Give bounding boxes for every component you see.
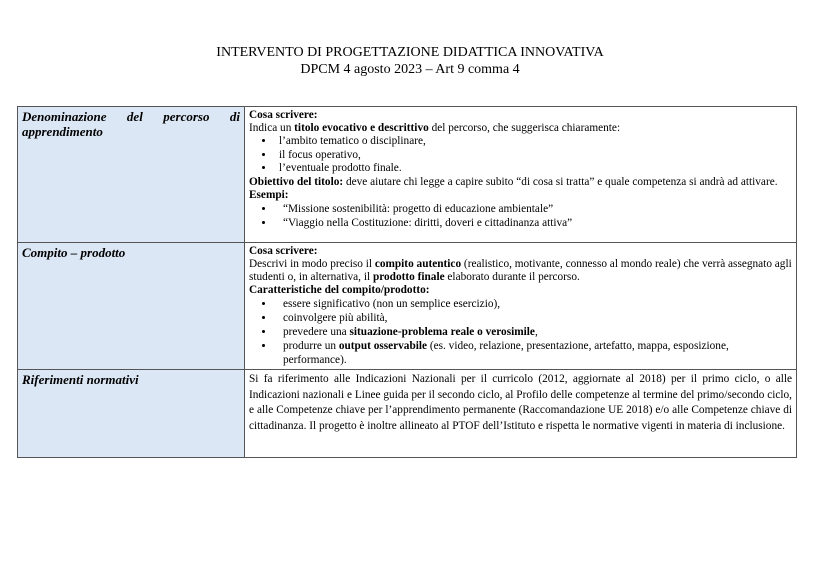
row-label-cell — [18, 107, 245, 243]
list-item — [275, 325, 792, 339]
item-part: , — [534, 326, 538, 338]
document-subtitle: DPCM 4 agosto 2023 – Art 9 comma 4 — [300, 62, 520, 77]
task-description — [249, 258, 792, 284]
caratteristiche-label: Caratteristiche del compito/prodotto: — [249, 284, 430, 296]
item-part: (es. video, relazione, presentazione, artefatto, mappa, esposizione, performance). — [283, 340, 729, 366]
table-row — [18, 243, 797, 370]
examples-list — [249, 202, 792, 230]
item-part: prevedere una — [283, 326, 350, 338]
row-content-cell — [245, 370, 797, 458]
row-content-cell — [245, 243, 797, 370]
intro-text-bold: titolo evocativo e descrittivo — [294, 122, 429, 134]
list-item: • coinvolgere più abilità, — [275, 311, 792, 325]
row-label: Riferimenti normativi — [22, 372, 139, 387]
table-row — [18, 107, 797, 243]
cosa-scrivere-label: Cosa scrivere: — [249, 245, 318, 257]
row-label-cell — [18, 370, 245, 458]
desc-part: Descrivi in modo preciso il — [249, 258, 375, 270]
project-table — [17, 106, 797, 458]
esempi-label: Esempi: — [249, 188, 289, 201]
intro-text-part: del percorso, che suggerisca chiaramente: — [428, 122, 621, 134]
list-item: • l’eventuale prodotto finale. — [275, 162, 792, 176]
item-bold: situazione-problema reale o verosimile — [349, 326, 535, 338]
item-bold: output osservabile — [338, 340, 428, 352]
title-criteria-list — [249, 135, 792, 176]
obiettivo-label: Obiettivo del titolo: — [249, 175, 344, 188]
desc-bold: prodotto finale — [372, 271, 445, 283]
row-content-cell — [245, 107, 797, 243]
list-item: • il focus operativo, — [275, 149, 792, 163]
characteristics-list — [249, 297, 792, 367]
item-part: produrre un — [283, 340, 339, 352]
cosa-scrivere-label: Cosa scrivere: — [249, 109, 318, 121]
table-row — [18, 370, 797, 458]
intro-text-part: Indica un — [249, 122, 295, 134]
row-label-cell — [18, 243, 245, 370]
list-item: • l’ambito tematico o disciplinare, — [275, 135, 792, 149]
document-header — [0, 44, 820, 78]
document-title: INTERVENTO DI PROGETTAZIONE DIDATTICA INNOVATIVA — [216, 45, 604, 60]
intro-text — [249, 122, 792, 135]
normative-text: Si fa riferimento alle Indicazioni Nazionali per il curricolo (2012, aggiornate al 2018) per il primo ciclo, o alle Indicazioni nazionali e Linee guida per il secondo ciclo, al Profilo delle competenze al termine del primo/secondo ciclo, e alle Competenze chiave per l’apprendimento permanente (Raccomandazione UE 2018) e/o alle Competenze chiave di cittadinanza. Il progetto è inoltre allineato al PTOF dell’Istituto e rispetta le normative vigenti in materia di inclusione. — [249, 373, 792, 432]
desc-part: elaborato durante il percorso. — [444, 271, 580, 283]
row-label: Compito – prodotto — [22, 245, 126, 260]
obiettivo-body: deve aiutare chi legge a capire subito “di cosa si tratta” e quale competenza si andrà ad attivare. — [343, 175, 778, 188]
list-item: • essere significativo (non un semplice esercizio), — [275, 297, 792, 311]
obiettivo-text — [249, 176, 792, 189]
desc-bold: compito autentico — [374, 258, 462, 270]
desc-part: (realistico, motivante, connesso al mondo reale) che verrà assegnato agli studenti o, in alternativa, il — [249, 258, 792, 283]
list-item: • “Missione sostenibilità: progetto di educazione ambientale” — [275, 202, 792, 216]
list-item — [275, 339, 792, 367]
row-label: Denominazione del percorso di apprendimento — [22, 109, 240, 139]
list-item: • “Viaggio nella Costituzione: diritti, doveri e cittadinanza attiva” — [275, 216, 792, 230]
